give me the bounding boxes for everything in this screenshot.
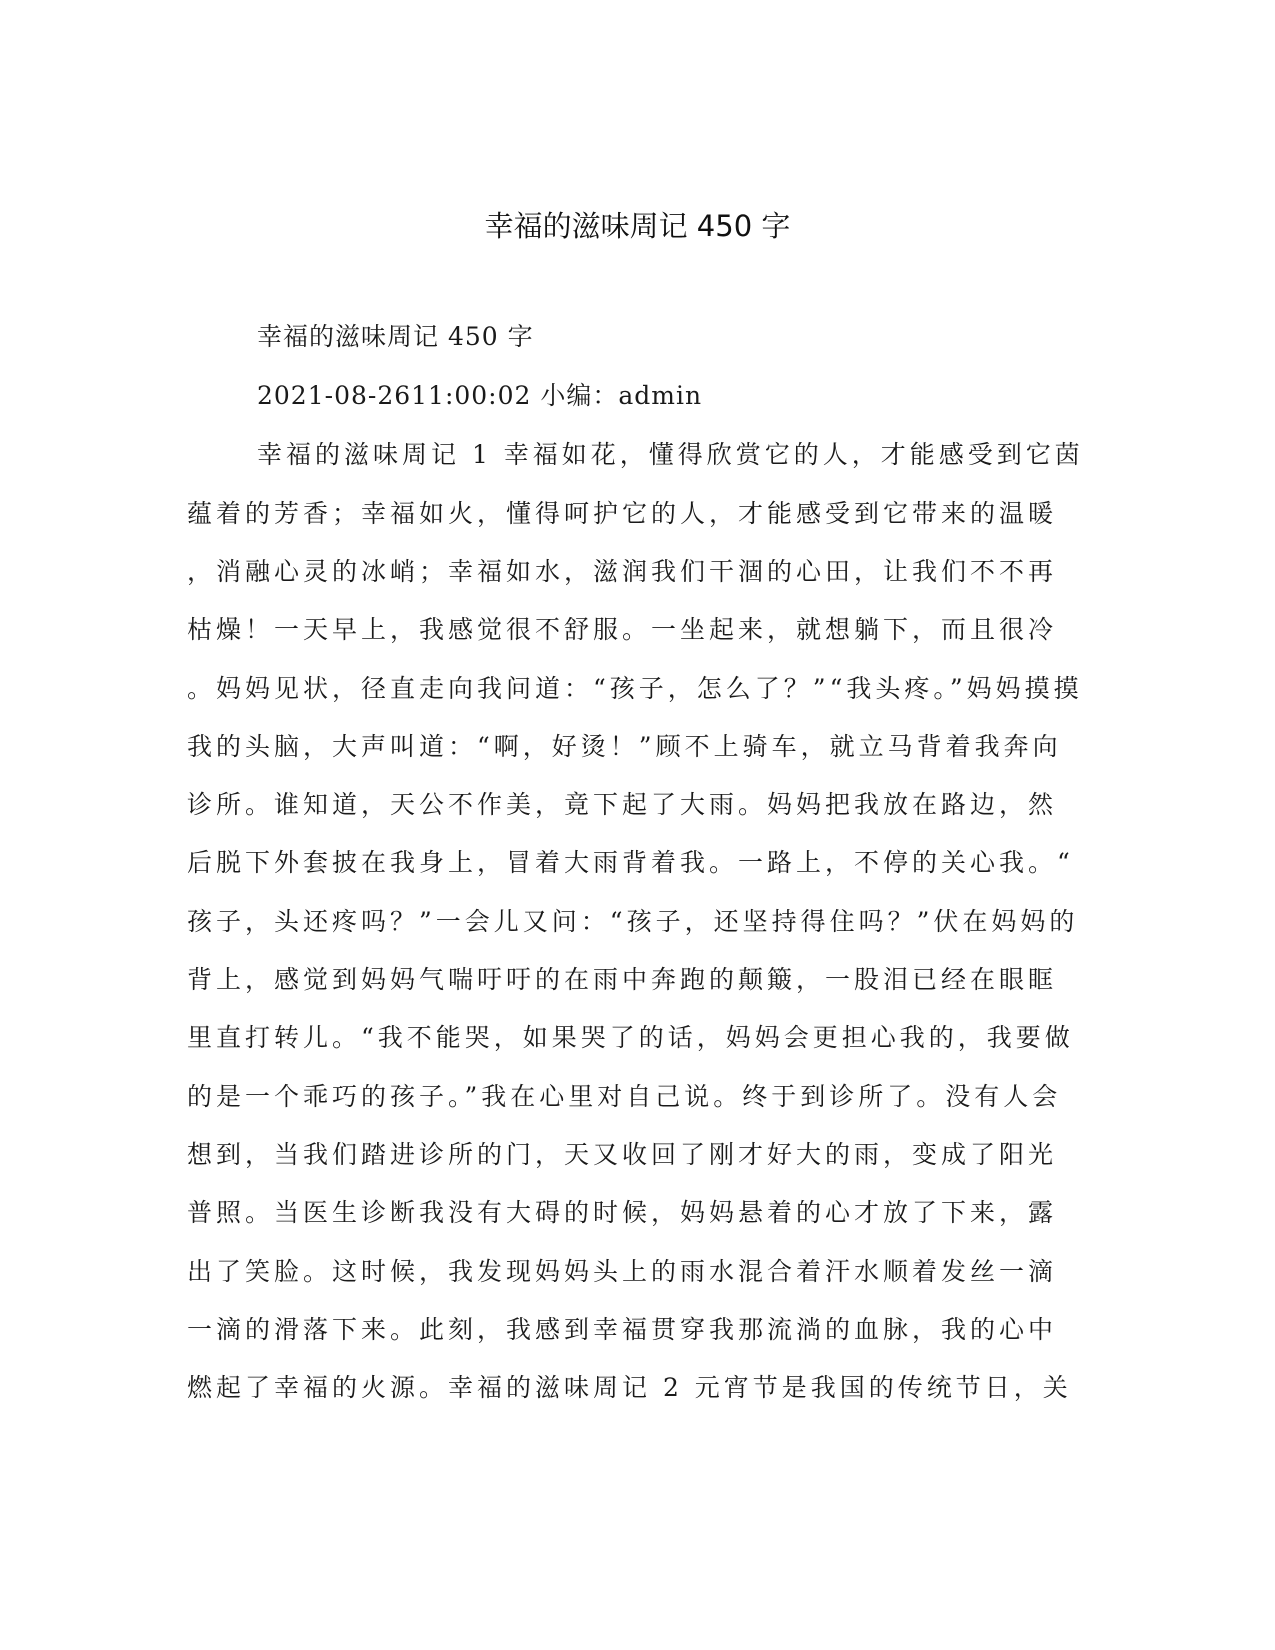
- paragraph-line: 蕴着的芳香；幸福如火，懂得呵护它的人，才能感受到它带来的温暖: [187, 499, 1058, 528]
- paragraph-line: 枯燥！一天早上，我感觉很不舒服。一坐起来，就想躺下，而且很冷: [187, 615, 1058, 644]
- paragraph-line: 里直打转儿。“我不能哭，如果哭了的话，妈妈会更担心我的，我要做: [187, 1023, 1074, 1052]
- paragraph-line: 的是一个乖巧的孩子。”我在心里对自己说。终于到诊所了。没有人会: [187, 1082, 1062, 1111]
- document-meta: 2021-08-2611:00:02 小编：admin: [257, 381, 703, 410]
- paragraph-line: 想到，当我们踏进诊所的门，天又收回了刚才好大的雨，变成了阳光: [187, 1140, 1058, 1169]
- paragraph-line: 普照。当医生诊断我没有大碍的时候，妈妈悬着的心才放了下来，露: [187, 1198, 1058, 1227]
- paragraph-line: 燃起了幸福的火源。幸福的滋味周记 2 元宵节是我国的传统节日，关: [187, 1373, 1072, 1402]
- paragraph-line: 后脱下外套披在我身上，冒着大雨背着我。一路上，不停的关心我。“: [187, 848, 1074, 877]
- paragraph-line: 背上，感觉到妈妈气喘吁吁的在雨中奔跑的颠簸，一股泪已经在眼眶: [187, 965, 1058, 994]
- paragraph-line: 一滴的滑落下来。此刻，我感到幸福贯穿我那流淌的血脉，我的心中: [187, 1315, 1058, 1344]
- paragraph-line: 幸福的滋味周记 1 幸福如花，懂得欣赏它的人，才能感受到它茵: [257, 440, 1084, 469]
- document-title: 幸福的滋味周记 450 字: [484, 209, 791, 243]
- paragraph-line: 出了笑脸。这时候，我发现妈妈头上的雨水混合着汗水顺着发丝一滴: [187, 1257, 1058, 1286]
- paragraph-line: 孩子，头还疼吗？”一会儿又问：“孩子，还坚持得住吗？”伏在妈妈的: [187, 907, 1079, 936]
- paragraph-line: ，消融心灵的冰峭；幸福如水，滋润我们干涸的心田，让我们不不再: [187, 557, 1058, 586]
- document-subtitle: 幸福的滋味周记 450 字: [257, 322, 534, 351]
- paragraph-line: 我的头脑，大声叫道：“啊，好烫！”顾不上骑车，就立马背着我奔向: [187, 732, 1062, 761]
- paragraph-line: 。妈妈见状，径直走向我问道：“孩子，怎么了？”“我头疼。”妈妈摸摸: [187, 674, 1083, 703]
- paragraph-line: 诊所。谁知道，天公不作美，竟下起了大雨。妈妈把我放在路边，然: [187, 790, 1058, 819]
